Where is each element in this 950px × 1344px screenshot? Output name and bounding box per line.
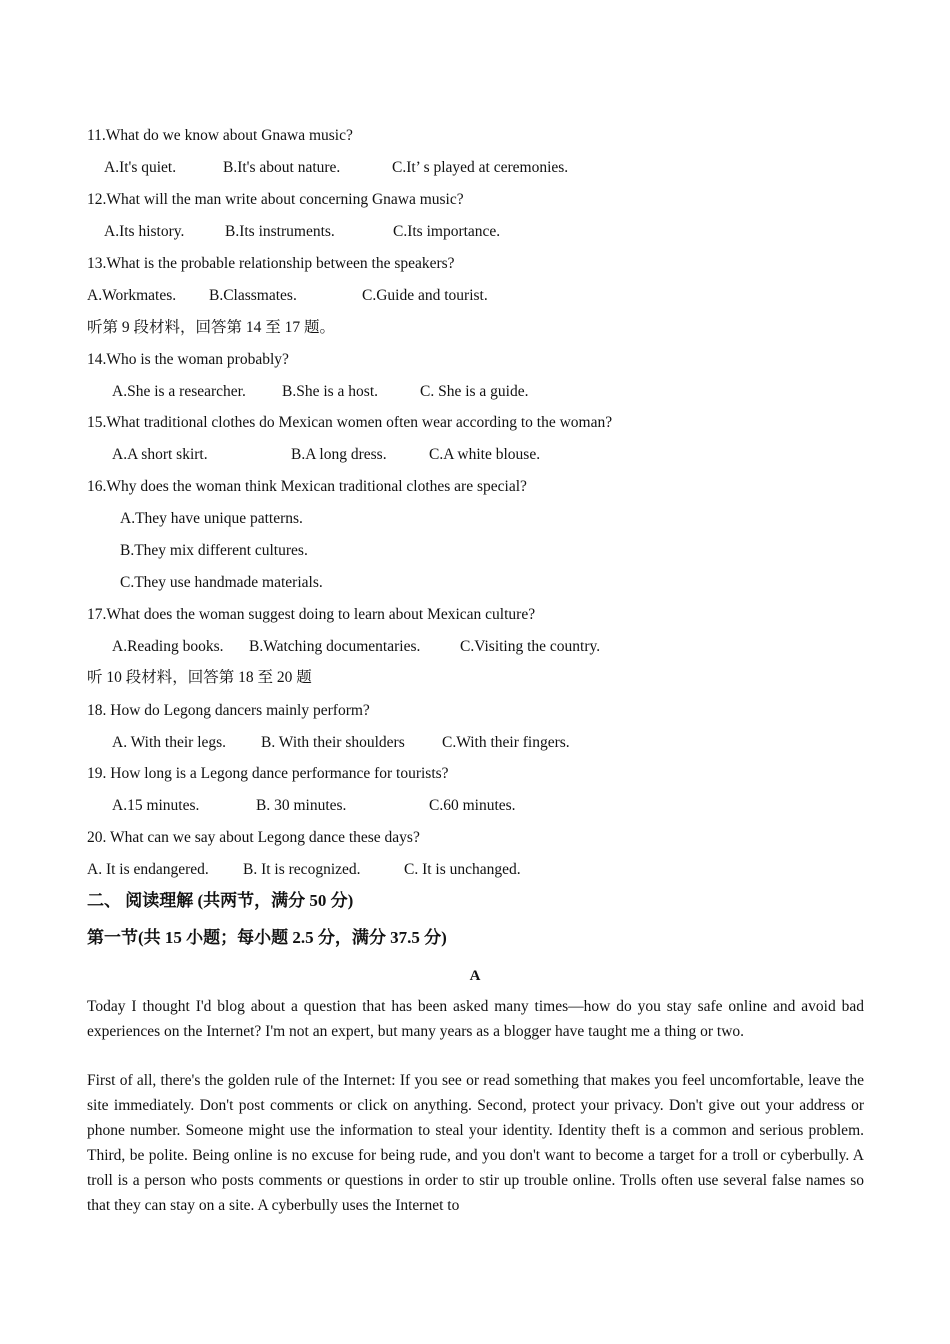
q18-option-c: C.With their fingers. <box>442 734 570 751</box>
q14-option-b: B.She is a host. <box>282 383 379 400</box>
q15-option-c: C.A white blouse. <box>429 446 541 463</box>
q11-option-b: B.It's about nature. <box>223 159 341 176</box>
reading-part-heading: 二、 阅读理解 (共两节，满分 50 分) <box>87 891 354 910</box>
q16-option-a: A.They have unique patterns. <box>120 510 303 527</box>
question-15: 15.What traditional clothes do Mexican women often wear according to the woman? <box>87 414 613 431</box>
question-17: 17.What does the woman suggest doing to learn about Mexican culture? <box>87 606 536 623</box>
question-16: 16.Why does the woman think Mexican traditional clothes are special? <box>87 478 527 495</box>
passage-label: A <box>469 968 481 984</box>
question-20: 20. What can we say about Legong dance these days? <box>87 829 420 846</box>
q15-option-b: B.A long dress. <box>291 446 387 463</box>
section-10-instruction: 听 10 段材料，回答第 18 至 20 题 <box>87 669 312 686</box>
question-11: 11.What do we know about Gnawa music? <box>87 127 353 144</box>
q20-option-b: B. It is recognized. <box>243 861 361 878</box>
q17-option-a: A.Reading books. <box>112 638 224 655</box>
q12-option-b: B.Its instruments. <box>225 223 335 240</box>
question-18: 18. How do Legong dancers mainly perform? <box>87 702 370 719</box>
passage-paragraph-2: First of all, there's the golden rule of the Internet: If you see or read something that makes you feel uncomfortable, leave the site immediately. Don't post comments or click on anything. Second, protect your privacy. Don't give out your address or phone number. Someone might use the information to steal your identity. Identity theft is a common and serious problem. Third, be polite. Being online is no excuse for being rude, and you don't want to become a target for a troll or cyberbully. A troll is a person who posts comments or questions in order to stir up trouble online. Trolls often use several false names so that they can stay on a site. A cyberbully uses the Internet to <box>87 1072 864 1214</box>
q13-option-a: A.Workmates. <box>87 287 177 304</box>
q16-option-c: C.They use handmade materials. <box>120 574 323 591</box>
question-19: 19. How long is a Legong dance performance for tourists? <box>87 765 449 782</box>
q17-option-c: C.Visiting the country. <box>460 638 601 655</box>
passage-paragraph-1: Today I thought I'd blog about a question that has been asked many times—how do you stay safe online and avoid bad experiences on the Internet? I'm not an expert, but many years as a blogger have taught me a thing or two. <box>87 998 864 1040</box>
q15-option-a: A.A short skirt. <box>112 446 208 463</box>
q20-option-a: A. It is endangered. <box>87 861 209 878</box>
section-9-instruction: 听第 9 段材料，回答第 14 至 17 题。 <box>87 319 336 336</box>
q13-option-c: C.Guide and tourist. <box>362 287 488 304</box>
question-12: 12.What will the man write about concerning Gnawa music? <box>87 191 464 208</box>
q14-option-a: A.She is a researcher. <box>112 383 246 400</box>
q19-option-b: B. 30 minutes. <box>256 797 347 814</box>
question-13: 13.What is the probable relationship between the speakers? <box>87 255 455 272</box>
q16-option-b: B.They mix different cultures. <box>120 542 308 559</box>
q17-option-b: B.Watching documentaries. <box>249 638 421 655</box>
q12-option-a: A.Its history. <box>104 223 185 240</box>
q11-option-c: C.It’ s played at ceremonies. <box>392 159 569 176</box>
q18-option-a: A. With their legs. <box>112 734 227 751</box>
q14-option-c: C. She is a guide. <box>420 383 529 400</box>
q19-option-a: A.15 minutes. <box>112 797 200 814</box>
q18-option-b: B. With their shoulders <box>261 734 405 751</box>
q11-option-a: A.It's quiet. <box>104 159 177 176</box>
q19-option-c: C.60 minutes. <box>429 797 516 814</box>
question-14: 14.Who is the woman probably? <box>87 351 289 368</box>
q20-option-c: C. It is unchanged. <box>404 861 521 878</box>
reading-section-heading: 第一节(共 15 小题；每小题 2.5 分，满分 37.5 分) <box>87 928 447 947</box>
q12-option-c: C.Its importance. <box>393 223 501 240</box>
q13-option-b: B.Classmates. <box>209 287 297 304</box>
